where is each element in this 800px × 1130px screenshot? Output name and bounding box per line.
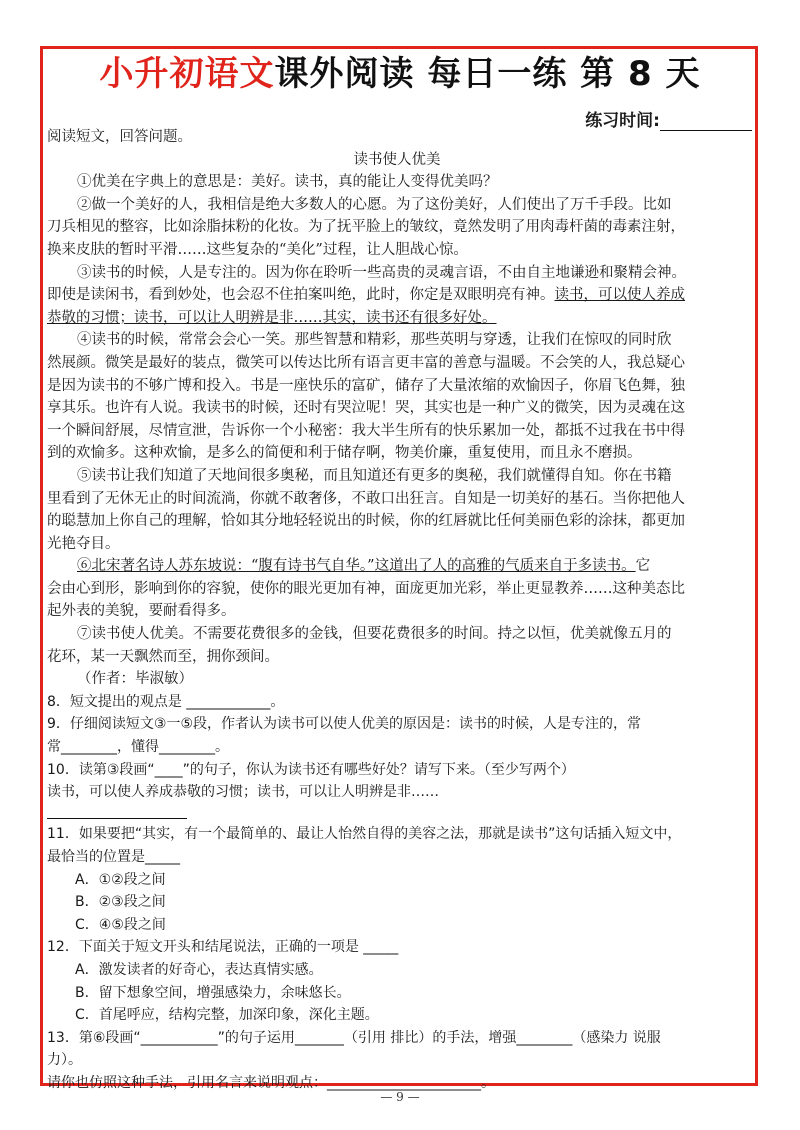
question-9-cont: 常________，懂得________。	[47, 739, 229, 756]
article-line: ④读书的时候，常常会会心一笑。那些智慧和精彩，那些英明与穿透，让我们在惊叹的同时欣	[77, 332, 672, 349]
question-10-answer: 读书，可以使人养成恭敬的习惯；读书，可以让人明辨是非……	[47, 784, 439, 801]
article-line: ①优美在字典上的意思是：美好。读书，真的能让人变得优美吗？	[77, 174, 498, 191]
page-title	[0, 52, 800, 96]
practice-time-label: 练习时间:	[585, 111, 660, 131]
article-line: 到的欢愉多。这种欢愉，是多么的简便和利于储存啊，物美价廉，重复使用，而且永不磨损。	[47, 445, 642, 462]
title-black-part: 课外阅读 每日一练 第 8 天	[274, 54, 701, 94]
question-13-task: 请你也仿照这种手法，引用名言来说明观点：______________________。	[47, 1074, 495, 1091]
underlined-sentence: 读书，可以使人养成	[554, 287, 685, 304]
article-line: 刀兵相见的整容，比如涂脂抹粉的化妆。为了抚平脸上的皱纹，竟然发明了用肉毒杆菌的毒素注射，	[47, 219, 685, 236]
article-line: 是因为读书的不够广博和投入。书是一座快乐的富矿，储存了大量浓缩的欢愉因子，你眉飞色舞，独	[47, 377, 685, 394]
article-title: 读书使人优美	[353, 151, 441, 168]
article-line: ③读书的时候，人是专注的。因为你在聆听一些高贵的灵魂言语，不由自主地谦逊和聚精会神。	[77, 264, 686, 281]
article-line: ⑦读书使人优美。不需要花费很多的金钱，但要花费很多的时间。持之以恒，优美就像五月的	[77, 626, 672, 643]
question-13-cont: 力）。	[47, 1052, 82, 1069]
title-red-part: 小升初语文	[99, 54, 275, 94]
question-11: 11．如果要把“其实，有一个最简单的、最让人怡然自得的美容之法，那就是读书”这句话插入短文中，	[47, 826, 682, 843]
article-line: 换来皮肤的暂时平滑……这些复杂的“美化”过程，让人胆战心惊。	[47, 241, 468, 258]
article-line: 享其乐。也许有人说。我读书的时候，还时有哭泣呢！哭，其实也是一种广义的微笑，因为灵魂在这	[47, 400, 685, 417]
page-number: — 9 —	[380, 1090, 420, 1104]
question-13: 13．第⑥段画“___________”的句子运用_______（引用 排比）的手法，增强________（感染力 说服	[47, 1029, 661, 1046]
option-a: A．①②段之间	[75, 871, 166, 888]
article-line: 然展颜。微笑是最好的装点，微笑可以传达比所有语言更丰富的善意与温暖。不会笑的人，我总疑心	[47, 354, 685, 371]
article-line: 里看到了无休无止的时间流淌，你就不敢奢侈，不敢口出狂言。自知是一切美好的基石。当你把他人	[47, 490, 685, 507]
question-10: 10．读第③段画“____”的句子，你认为读书还有哪些好处？请写下来。（至少写两个）	[47, 761, 575, 778]
option-c: C．④⑤段之间	[75, 916, 166, 933]
article-line: 花环，某一天飘然而至，拥你颈间。	[47, 648, 279, 665]
article-line	[47, 284, 747, 307]
underlined-sentence: 恭敬的习惯；读书，可以让人明辨是非……其实，读书还有很多好处。	[47, 309, 497, 326]
option-b: B．②③段之间	[75, 894, 166, 911]
question-12: 12．下面关于短文开头和结尾说法，正确的一项是 _____	[47, 939, 399, 956]
content-area	[47, 126, 747, 1095]
article-line	[47, 555, 747, 578]
instruction: 阅读短文，回答问题。	[47, 129, 192, 145]
underlined-sentence: ⑥北宋著名诗人苏东坡说：“腹有诗书气自华。”这道出了人的高雅的气质来自于多读书。	[77, 558, 636, 575]
article-line: 起外表的美貌，要耐看得多。	[47, 603, 236, 620]
article-line: ②做一个美好的人，我相信是绝大多数人的心愿。为了这份美好，人们使出了万千手段。比如	[77, 196, 672, 213]
article-line: 会由心到形，影响到你的容貌，使你的眼光更加有神，面庞更加光彩，举止更显教养……这种美态比	[47, 580, 685, 597]
article-line: 的聪慧加上你自己的理解，恰如其分地轻轻说出的时候，你的红唇就比任何美丽色彩的涂抹，都更加	[47, 513, 685, 530]
question-8: 8．短文提出的观点是 ____________。	[47, 693, 285, 710]
option-b: B．留下想象空间，增强感染力，余味悠长。	[75, 984, 351, 1001]
option-a: A．激发读者的好奇心，表达真情实感。	[75, 961, 323, 978]
question-11-cont: 最恰当的位置是_____	[47, 849, 180, 865]
article-author: （作者：毕淑敏）	[77, 671, 193, 688]
article-line: ⑤读书让我们知道了天地间很多奥秘，而且知道还有更多的奥秘，我们就懂得自知。你在书籍	[77, 467, 672, 484]
article-line: 光艳夺目。	[47, 535, 120, 552]
article-line: 一个瞬间舒展，尽情宣泄，告诉你一个小秘密：我大半生所有的快乐累加一处，都抵不过我在书中得	[47, 422, 685, 439]
article-text: 即使是读闲书，看到妙处，也会忍不住拍案叫绝，此时，你定是双眼明亮有神。	[47, 287, 555, 304]
article-text: 它	[635, 558, 651, 575]
option-c: C．首尾呼应，结构完整，加深印象，深化主题。	[75, 1007, 379, 1024]
question-9: 9．仔细阅读短文③一⑤段，作者认为读书可以使人优美的原因是：读书的时候，人是专注的，常	[47, 716, 642, 733]
